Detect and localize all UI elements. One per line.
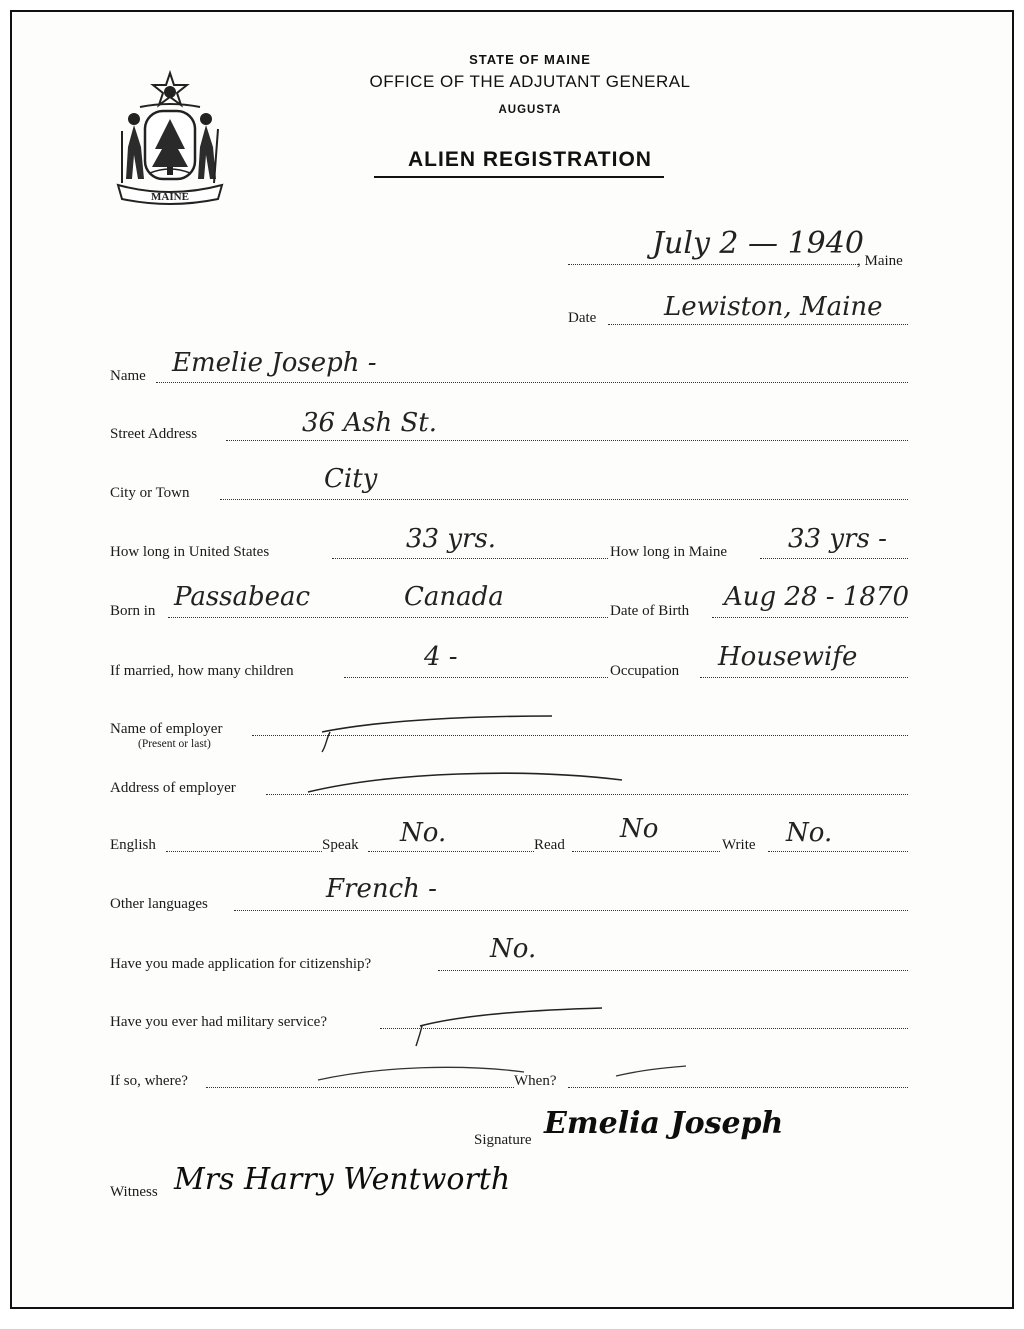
other-languages-value: French -	[326, 874, 437, 904]
how-long-maine-dotted-line	[760, 558, 908, 559]
name-dotted-line	[156, 382, 908, 383]
city-or-town-value: City	[324, 464, 378, 494]
other-languages-dotted-line	[234, 910, 908, 911]
city-or-town-label: City or Town	[110, 485, 190, 501]
place-value: Lewiston, Maine	[664, 292, 883, 322]
employer-address-dash-stroke	[302, 766, 632, 802]
employer-name-label: Name of employer	[110, 721, 223, 737]
place-dotted-line	[608, 324, 908, 325]
when-label: When?	[514, 1073, 557, 1089]
other-languages-label: Other languages	[110, 896, 208, 912]
form-title: ALIEN REGISTRATION	[408, 148, 652, 171]
children-label: If married, how many children	[110, 663, 294, 679]
citizenship-value: No.	[490, 934, 537, 964]
speak-value: No.	[400, 818, 447, 848]
english-label: English	[110, 837, 156, 853]
when-dash-stroke	[612, 1060, 692, 1084]
speak-label: Speak	[322, 837, 359, 853]
date-label: Date	[568, 310, 597, 326]
maine-suffix-label: , Maine	[857, 253, 903, 269]
children-value: 4 -	[424, 642, 458, 672]
citizenship-label: Have you made application for citizenship?	[110, 956, 372, 972]
read-label: Read	[534, 837, 565, 853]
employer-name-note: (Present or last)	[138, 738, 211, 750]
english-dotted-line	[166, 851, 322, 852]
how-long-maine-label: How long in Maine	[610, 544, 728, 560]
city-dotted-line	[220, 499, 908, 500]
state-heading: STATE OF MAINE	[469, 52, 591, 67]
witness-label: Witness	[110, 1184, 158, 1200]
date-dotted-line	[568, 264, 858, 265]
how-long-us-label: How long in United States	[110, 544, 270, 560]
citizenship-dotted-line	[438, 970, 908, 971]
street-address-value: 36 Ash St.	[302, 408, 438, 438]
speak-dotted-line	[368, 851, 534, 852]
born-in-country-value: Canada	[404, 582, 504, 612]
born-in-label: Born in	[110, 603, 156, 619]
where-label: If so, where?	[110, 1073, 188, 1089]
name-label: Name	[110, 368, 146, 384]
occupation-label: Occupation	[610, 663, 680, 679]
seal-banner-text: MAINE	[151, 191, 189, 203]
military-service-label: Have you ever had military service?	[110, 1014, 327, 1030]
born-in-place-value: Passabeac	[174, 582, 311, 612]
office-heading: OFFICE OF THE ADJUTANT GENERAL	[369, 72, 691, 91]
signature-value: Emelia Joseph	[544, 1106, 784, 1141]
write-label: Write	[722, 837, 756, 853]
street-address-label: Street Address	[110, 426, 198, 442]
date-of-birth-label: Date of Birth	[610, 603, 690, 619]
registration-form	[10, 10, 1014, 1309]
write-value: No.	[786, 818, 833, 848]
date-of-birth-dotted-line	[712, 617, 908, 618]
date-value: July 2 — 1940	[652, 226, 864, 261]
children-dotted-line	[344, 677, 608, 678]
read-value: No	[620, 814, 659, 844]
when-dotted-line	[568, 1087, 908, 1088]
read-dotted-line	[572, 851, 720, 852]
occupation-value: Housewife	[718, 642, 858, 672]
name-value: Emelie Joseph -	[172, 348, 377, 378]
born-in-dotted-line	[168, 617, 608, 618]
witness-value: Mrs Harry Wentworth	[174, 1162, 511, 1197]
signature-label: Signature	[474, 1132, 532, 1148]
military-dash-stroke	[406, 1002, 606, 1048]
how-long-us-value: 33 yrs.	[406, 524, 497, 554]
employer-name-dash-stroke	[312, 706, 562, 756]
occupation-dotted-line	[700, 677, 908, 678]
city-heading: AUGUSTA	[498, 104, 562, 116]
title-underline	[374, 176, 664, 178]
street-dotted-line	[226, 440, 908, 441]
employer-address-label: Address of employer	[110, 780, 236, 796]
how-long-maine-value: 33 yrs -	[788, 524, 887, 554]
write-dotted-line	[768, 851, 908, 852]
date-of-birth-value: Aug 28 - 1870	[724, 582, 909, 612]
how-long-us-dotted-line	[332, 558, 608, 559]
where-dash-stroke	[312, 1060, 532, 1090]
